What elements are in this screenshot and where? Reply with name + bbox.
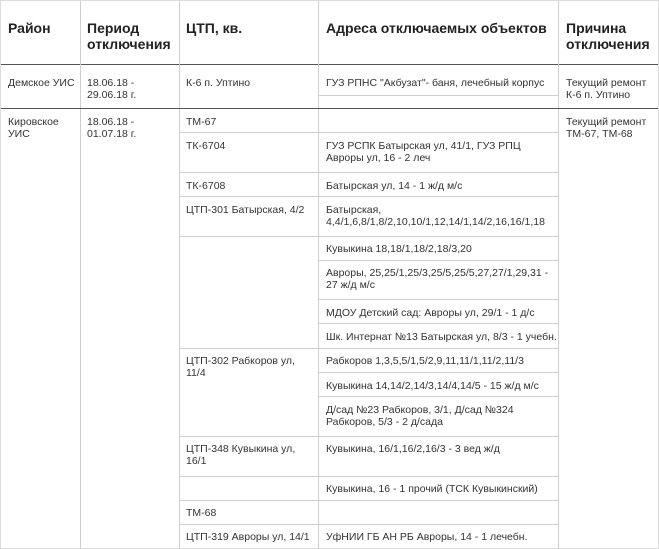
header-period-line2: отключения: [87, 36, 171, 52]
ctp-tk6704: ТК-6704: [186, 140, 226, 152]
header-addresses-label: Адреса отключаемых объектов: [326, 20, 547, 36]
header-period-line1: Период: [87, 20, 140, 36]
group1-district: Демское УИС: [8, 77, 75, 89]
group1-period-line2: 29.06.18 г.: [87, 89, 137, 101]
address-10-line2: Рабкоров, 5/3 - 2 д/сада: [326, 416, 443, 428]
ctp-302-line2: 11/4: [186, 367, 206, 379]
address-5-line1: Авроры, 25,25/1,25/3,25/5,25/5,27,27/1,29,31 -: [326, 267, 549, 279]
ctp-301: ЦТП-301 Батырская, 4/2: [186, 204, 305, 216]
address-10-line1: Д/сад №23 Рабкоров, 3/1, Д/сад №324: [326, 404, 514, 416]
group1-ctp: К-6 п. Уптино: [186, 77, 251, 89]
address-3-line1: Батырская,: [326, 204, 382, 216]
group2-period-line2: 01.07.18 г.: [87, 128, 137, 140]
header-reason-line2: отключения: [566, 36, 650, 52]
address-9: Кувыкина 14,14/2,14/3,14/4,14/5 - 15 ж/д м/с: [326, 380, 539, 392]
address-2: Батырская ул, 14 - 1 ж/д м/с: [326, 180, 463, 192]
address-5-line2: 27 ж/д м/с: [326, 279, 375, 291]
ctp-tk6708: ТК-6708: [186, 180, 226, 192]
group2-period-line1: 18.06.18 -: [87, 116, 135, 128]
address-6: МДОУ Детский сад: Авроры ул, 29/1 - 1 д/с: [326, 307, 535, 319]
address-1-line2: Авроры ул, 16 - 2 леч: [326, 152, 431, 164]
header-district-label: Район: [8, 20, 51, 36]
ctp-348-line2: 16/1: [186, 455, 207, 467]
group2-reason-line1: Текущий ремонт: [566, 116, 647, 128]
ctp-302-line1: ЦТП-302 Рабкоров ул,: [186, 355, 295, 367]
ctp-tm68: ТМ-68: [186, 507, 217, 519]
group1-reason-line2: К-6 п. Уптино: [566, 89, 631, 101]
group2-district-line1: Кировское: [8, 116, 59, 128]
address-4: Кувыкина 18,18/1,18/2,18/3,20: [326, 243, 472, 255]
group2-reason-line2: ТМ-67, ТМ-68: [566, 128, 633, 140]
address-12: Кувыкина, 16 - 1 прочий (ТСК Кувыкинский): [326, 483, 538, 495]
ctp-tm67: ТМ-67: [186, 116, 217, 128]
ctp-348-line1: ЦТП-348 Кувыкина ул,: [186, 443, 296, 455]
group1-period-line1: 18.06.18 -: [87, 77, 135, 89]
ctp-319: ЦТП-319 Авроры ул, 14/1: [186, 531, 310, 543]
address-8: Рабкоров 1,3,5,5/1,5/2,9,11,11/1,11/2,11/3: [326, 355, 524, 367]
address-13: УфНИИ ГБ АН РБ Авроры, 14 - 1 лечебн.: [326, 531, 528, 543]
address-1-line1: ГУЗ РСПК Батырская ул, 41/1, ГУЗ РПЦ: [326, 140, 521, 152]
address-7: Шк. Интернат №13 Батырская ул, 8/3 - 1 учебн.: [326, 331, 557, 343]
address-3-line2: 4,4/1,6,8/1,8/2,10,10/1,12,14/1,14/2,16,16/1,18: [326, 216, 545, 228]
header-reason-line1: Причина: [566, 20, 627, 36]
group1-address: ГУЗ РПНС "Акбузат"- баня, лечебный корпус: [326, 77, 545, 89]
group2-district-line2: УИС: [8, 128, 30, 140]
group1-reason-line1: Текущий ремонт: [566, 77, 647, 89]
header-ctp-label: ЦТП, кв.: [186, 20, 243, 36]
address-11: Кувыкина, 16/1,16/2,16/3 - 3 вед ж/д: [326, 443, 500, 455]
